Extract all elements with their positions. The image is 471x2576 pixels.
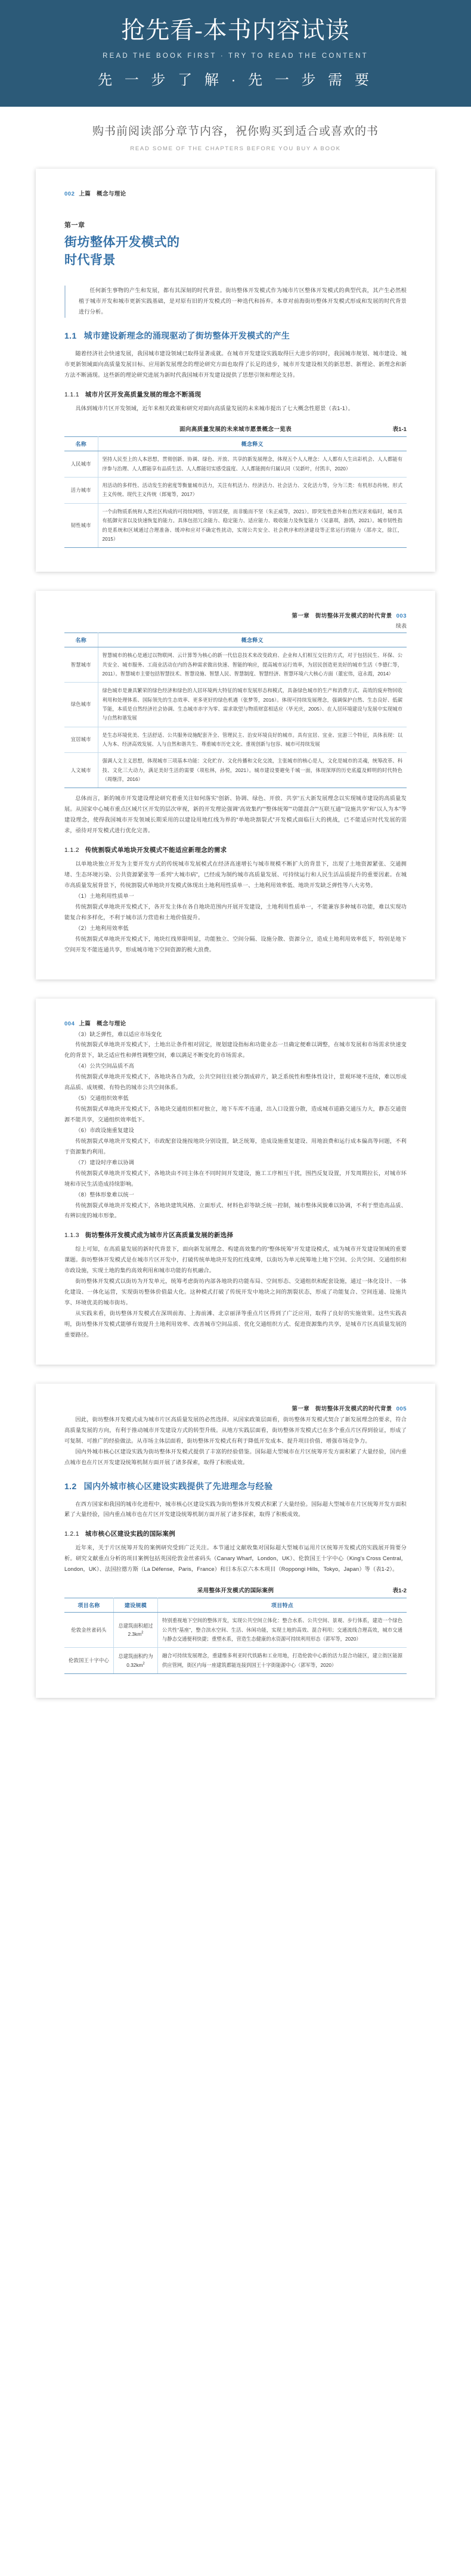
table-row xyxy=(64,503,407,547)
international-cases-table xyxy=(64,1598,407,1674)
page-header xyxy=(64,189,407,197)
table-number: 表1-2 xyxy=(392,1588,407,1595)
chapter-label: 第一章 xyxy=(64,222,85,229)
subsection-title: 城市片区开发高质量发展的理念不断涌现 xyxy=(85,390,202,398)
page-number: 003 xyxy=(396,613,407,620)
table-header-row xyxy=(64,1598,407,1613)
chapter-title: 街坊整体开发模式的 时代背景 xyxy=(64,235,180,268)
table-body xyxy=(64,451,407,548)
list-item-heading: （3）缺乏弹性，难以适应市场变化 xyxy=(75,1031,162,1037)
book-pages xyxy=(0,164,471,1741)
table-row xyxy=(64,683,407,727)
page-header-text: 上篇 概念与理论 xyxy=(79,191,126,197)
chapter-intro-text: 任何新生事物的产生和发展，都有其深刻的时代背景。街坊整体开发模式作为城市片区整体开发模式的典型代表，其产生必然根植于城市开发和城市更新实践基础，是对原有旧的开发模式的一种迭代和扬弃。本章对前海街坊整体开发模式形成和发展的时代背景进行分析。 xyxy=(79,287,407,315)
table-cell-text: 特别重视地下空间的整体开发，实现公共空间立体化：整合水系、公共空间、景观、步行体系，建造一个绿色公共性“基座”，整合滨水空间、生活、休闲功能，实现土地的高效、混合利用；交通流线合理高效，城市交通与静态交通便利快捷；重塑水系，营造生态健康的水资源可持续利用形态（郭军等，2020） xyxy=(157,1613,407,1648)
page-header xyxy=(64,611,407,619)
list-item-heading: （1）土地利用性质单一 xyxy=(75,892,135,899)
section-paragraph: 在西方国家和我国的城市化进程中，城市核心区建设实践为街坊整体开发模式积累了大量经验。国际超大型城市在片区统筹开发方面积累了大量经验，国内重点城市也在片区开发建设统筹机制方面开展了诸多探索，取得了积极成效。 xyxy=(64,1501,407,1518)
table-title: 采用整体开发模式的国际案例 xyxy=(197,1588,274,1595)
subsection-heading xyxy=(64,390,407,399)
subsection-title: 城市核心区建设实践的国际案例 xyxy=(85,1530,176,1538)
subsection-paragraph: 综上可知，在高质量发展的新时代背景下，面向新发展理念、构建高效集约的“整体统筹”开发建设模式，成为城市开发建设领域的重要课题。街坊整体开发模式是在城市片区开发中，打破传统单地块开发的红线束缚，以街坊为单元统筹地上地下空间、公共空间、交通组织和市政设施，实现土地的集约高效利用和城市功能的有机融合。 xyxy=(64,1246,407,1274)
table-cell-name: 人民城市 xyxy=(64,451,98,478)
subsection-paragraph: 从实践来看，街坊整体开发模式在深圳前海、上海前滩、北京丽泽等重点片区得到了广泛应用，取得了良好的实施效果。这些实践表明，街坊整体开发模式能够有效提升土地利用效率、改善城市空间品质、优化交通组织方式、促进资源集约共享，是城市片区高质量发展的重要路径。 xyxy=(64,1310,407,1338)
list-item-heading: （8）整体形象难以统一 xyxy=(75,1191,135,1198)
numbered-item-list xyxy=(64,891,407,956)
concept-table-continued xyxy=(64,633,407,788)
list-item-text: 传统割裂式单地块开发模式下，各地块各自为政，公共空间往往被分割成碎片，缺乏系统性和整体性设计，景观环境不连续，难以形成高品质、成规模、有特色的城市公共空间体系。 xyxy=(64,1074,407,1091)
table-cell-text: 绿色城市是兼具繁荣的绿色经济和绿色的人居环境两大特征的城市发展形态和模式，具备绿色城市的生产和消费方式、高效的废弃物回收利用和处理体系、国际领先的生态效率、更多更好的绿色机遇（张梦等，2016）。体现可持续发展理念，强调保护自然、生态良好、低碳节能，本质是自然经济社会协调、生态城市赤字为零、需求欲望与物质财富相适应（毕光庆，2005）、在人居环境建设与发展中实现城市与自然和谐发展 xyxy=(98,683,407,727)
subsection-heading xyxy=(64,845,407,854)
table-cell-name: 伦敦金丝雀码头 xyxy=(64,1613,113,1648)
table-number: 表1-1 xyxy=(392,426,407,433)
book-page xyxy=(36,169,435,572)
table-col-project: 项目名称 xyxy=(64,1598,113,1613)
table-col-definition: 概念释义 xyxy=(98,633,407,647)
banner-subtitle-cn: 先 一 步 了 解 · 先 一 步 需 要 xyxy=(98,72,373,88)
table-caption xyxy=(64,1586,407,1595)
list-item-heading: （6）市政设施重复建设 xyxy=(75,1127,135,1133)
list-item-heading: （7）建设时序难以协调 xyxy=(75,1159,135,1165)
subsection-paragraph: 街坊整体开发模式以街坊为开发单元，统筹考虑街坊内部各地块的功能布局、空间形态、交通组织和配套设施，通过一体化设计、一体化建设、一体化运营，实现街坊整体价值最大化。这种模式打破了传统开发中地块之间的割裂状态，形成了功能复合、空间连通、设施共享、环境优美的城市街坊。 xyxy=(64,1278,407,1306)
page-header-text: 第一章 街坊整体开发模式的时代背景 xyxy=(292,613,392,620)
subsection-number: 1.1.3 xyxy=(64,1232,79,1239)
subsection-paragraph: 近年来，关于片区统筹开发的案例研究受到广泛关注。本节通过文献收集对国际超大型城市运用片区统筹开发模式的实践展开简要分析。研究文献重点分析的项目案例包括英国伦敦金丝雀码头（Canary Wharf，London，UK）、伦敦国王十字中心（King's Cross Central，London，UK）、法国拉德方斯（La Défense，Paris，France）和日本东京六本木项目（Roppongi Hills，Tokyo，Japan）等（表1-2）。 xyxy=(64,1545,407,1573)
table-header-row xyxy=(64,633,407,647)
table-col-scale: 建设规模 xyxy=(113,1598,157,1613)
chapter-intro-block xyxy=(64,286,407,318)
page-header xyxy=(64,1404,407,1412)
promo-text-en: READ SOME OF THE CHAPTERS BEFORE YOU BUY A BOOK xyxy=(130,145,341,152)
table-cell-name: 宜居城市 xyxy=(64,727,98,753)
table-cell-name: 智慧城市 xyxy=(64,647,98,683)
table-col-name: 名称 xyxy=(64,633,98,647)
page-number: 004 xyxy=(64,1020,75,1027)
book-page xyxy=(36,999,435,1365)
page-number: 005 xyxy=(396,1405,407,1412)
section-heading xyxy=(64,1480,407,1492)
table-row xyxy=(64,727,407,753)
subsection-number: 1.1.2 xyxy=(64,847,79,854)
list-item-text: 传统割裂式单地块开发模式下，土地出让条件相对固定，规划建设指标和功能业态一旦确定便难以调整，在城市发展和市场需求快速变化的背景下，缺乏适应性和弹性调整空间，难以满足不断变化的市场需求。 xyxy=(64,1041,407,1059)
subsection-paragraph: 以单地块独立开发为主要开发方式的传统城市发展模式在经济高速增长与城市规模不断扩大的背景下，出现了土地资源紧张、交通拥堵、生态环境污染、公共资源紧张等一系列“大城市病”，已经成为制约城市高质量发展、可持续运行和人民生活品质提升的重要因素。在城市高质量发展背景下，传统割裂式单地块开发模式体现出土地利用性质单一、土地利用效率低、地块开发缺乏弹性等八大劣势。 xyxy=(64,861,407,888)
table-cell-name: 韧性城市 xyxy=(64,503,98,547)
table-cell-name: 活力城市 xyxy=(64,478,98,504)
promo-text-cn: 购书前阅读部分章节内容，祝你购买到适合或喜欢的书 xyxy=(92,125,379,138)
subsection-paragraph: 具体到城市片区开发领域，近年来相关政策和研究对面向高质量发展的未来城市提出了七大概念性愿景（表1-1）。 xyxy=(75,405,354,411)
list-item-text: 传统割裂式单地块开发模式下，各地块由不同主体在不同时间开发建设，施工工序相互干扰，围挡反复设置，开发周期拉长，对城市环境和市民生活造成持续影响。 xyxy=(64,1170,407,1187)
page-header-text: 第一章 街坊整体开发模式的时代背景 xyxy=(292,1405,392,1412)
table-cell-name: 绿色城市 xyxy=(64,683,98,727)
section-paragraph: 随着经济社会快速发展，我国城市建设领域已取得显著成就。在城市开发建设实践取得巨大进步的同时，我国城市规划、城市建设、城市更新领域面向高质量发展目标、应用新发展理念的理论研究方面也取得了长足的进步，城市开发建设相关的新思想、新理论、新理念和新方法不断涌现。这些新的理论研究进展为新时代我国城市开发建设提供了思想引领和理论支持。 xyxy=(64,350,407,378)
table-cell-text: 一个由物质系统和人类社区构成的可持续网络，牢固灵便，而非脆而不坚（朱正威等，2021）。即突发性意外和自然灾害来临时，城市具有抵御灾害以及快速恢复的能力。具体包括冗余能力、稳定能力、适应能力、吸收能力及恢复能力（吴嘉琪，游鸽，2021）。城市韧性指的是系统和区域通过合理准备、缓冲和应对不确定性扰动，实现公共安全、社会秩序和经济建设等正常运行的能力（邵亦文，徐江，2015） xyxy=(98,503,407,547)
section-number: 1.1 xyxy=(64,330,77,340)
table-body xyxy=(64,1613,407,1674)
numbered-item-list xyxy=(64,1030,407,1222)
list-item-text: 传统割裂式单地块开发模式下，地块红线界限明显，功能独立、空间分隔、设施分散、资源分立，造成土地利用效率低下，特别是地下空间开发不能连通共享，形成城市地下空间资源的极大浪费。 xyxy=(64,935,407,953)
table-continued-label: 续表 xyxy=(395,623,407,630)
list-item-text: 传统割裂式单地块开发模式下，各开发主体在各自地块范围内开展开发建设，土地利用性质单一，不能兼容多种城市功能，难以实现功能复合和多样化，不利于城市活力营造和土地价值提升。 xyxy=(64,903,407,920)
table-header-row xyxy=(64,437,407,451)
table-cell-text: 坚持人民至上的人本思想，贯彻创新、协调、绿色、开放、共享的新发展理念，体现五个人人理念：人人都有人生出彩机会、人人都能有序参与治理、人人都能享有品质生活、人人都能切实感受温度、人人都能拥有归属认同（吴新叶，付凯丰，2020） xyxy=(98,451,407,478)
book-page xyxy=(36,1384,435,1698)
table-cell-text: 强调人文主义思想，体现城市三项基本功能：文化贮存、文化传播和文化交流，主张城市的核心是人，文化是城市的灵魂，统筹改革、科技、文化三大动力，满足美好生活的需要（项松林，孙悦，2021）。城市建设要避免千城一面，体现深厚的历史底蕴及鲜明的时代特色（周继洋，2016） xyxy=(98,753,407,788)
table-row xyxy=(64,753,407,788)
table-row xyxy=(64,451,407,478)
table-cell-name: 人文城市 xyxy=(64,753,98,788)
promo-strip xyxy=(0,107,471,164)
table-cell-text: 是生态环境优美、生活舒适、公共服务设施配套齐全、管理民主、治安环境良好的城市。具有宜居、宜业、宜游三个特征，具体表现：以人为本、经济高效发展、人与自然和谐共生、尊重城市历史文化、重视创新与包容、城市可持续发展 xyxy=(98,727,407,753)
banner-title: 抢先看-本书内容试读 xyxy=(121,17,350,44)
list-item-text: 传统割裂式单地块开发模式下，各地块交通组织相对独立，地下车库不连通，出入口设置分散，造成城市道路交通压力大，静态交通资源不能共享，交通组织效率低下。 xyxy=(64,1106,407,1123)
subsection-number: 1.1.1 xyxy=(64,390,79,398)
subsection-title: 传统割裂式单地块开发模式不能适应新理念的需求 xyxy=(85,847,227,854)
concept-table xyxy=(64,436,407,548)
subsection-title: 街坊整体开发模式成为城市片区高质量发展的新选择 xyxy=(85,1232,234,1239)
list-item-heading: （5）交通组织效率低 xyxy=(75,1095,129,1102)
section-heading xyxy=(64,330,407,342)
table-row xyxy=(64,1648,407,1674)
subsection-heading xyxy=(64,1230,407,1239)
paragraph: 因此，街坊整体开发模式成为城市片区高质量发展的必然选择。从国家政策层面看，街坊整体开发模式契合了新发展理念的要求，符合高质量发展的方向，有利于推动城市开发建设方式的转型升级。从地方实践层面看，街坊整体开发模式已在多个重点片区得到验证，形成了可复制、可推广的经验做法。从市场主体层面看，街坊整体开发模式有利于降低开发成本、提升项目价值、增强市场竞争力。 xyxy=(64,1416,407,1444)
table-cell-name: 伦敦国王十字中心 xyxy=(64,1648,113,1674)
table-col-definition: 概念释义 xyxy=(98,437,407,451)
list-item-text: 传统割裂式单地块开发模式下，市政配套设施按地块分别设置，缺乏统筹，造成设施重复建设、用地浪费和运行成本偏高等问题，不利于资源集约利用。 xyxy=(64,1137,407,1155)
section-title: 城市建设新理念的涌现驱动了街坊整体开发模式的产生 xyxy=(83,330,290,340)
section-number: 1.2 xyxy=(64,1481,77,1491)
table-cell-text: 用活动的多样性、活动发生的密度等衡量城市活力，关注有机活力、经济活力、社会活力、文化活力等，分为三类：有机形态传统、形式主义传统、现代主义传统（郎嵬等，2017） xyxy=(98,478,407,504)
table-cell-scale: 总建筑面积超过$2.3km^2$ xyxy=(113,1613,157,1648)
page-number: 002 xyxy=(64,191,75,197)
page-header-text: 上篇 概念与理论 xyxy=(79,1020,126,1027)
subsection-heading xyxy=(64,1529,407,1538)
subsection-number: 1.2.1 xyxy=(64,1530,79,1538)
table-cell-text: 融合可持续发展理念，重建维多利亚时代铁路和工业用地，打造伦敦中心新的活力混合功能区，建立街区能源供应管网，街区内每一座建筑都能连接到国王十字街能源中心（郭军等，2020） xyxy=(157,1648,407,1674)
table-cell-text: 智慧城市的核心是通过以物联网、云计算等为核心的新一代信息技术来改变政府、企业和人们相互交往的方式，对于包括民生、环保、公共安全、城市服务、工商业活动在内的各种需求做出快速、智能的响应，提高城市运行效率，为居民创造更美好的城市生活（李德仁等，2011）。智慧城市主要包括智慧技术、智慧设施、智慧人民、智慧制度、智慧经济、智慧环境六大核心方面（董宏伟，寇永霞，2014） xyxy=(98,647,407,683)
table-row xyxy=(64,478,407,504)
table-row xyxy=(64,647,407,683)
table-row xyxy=(64,1613,407,1648)
promo-banner xyxy=(0,0,471,107)
table-title: 面向高质量发展的未来城市愿景概念一览表 xyxy=(179,426,292,433)
table-col-name: 名称 xyxy=(64,437,98,451)
list-item-text: 传统割裂式单地块开发模式下，各地块建筑风格、立面形式、材料色彩等缺乏统一控制，城市整体风貌难以协调，不利于塑造高品质、有辨识度的城市形象。 xyxy=(64,1202,407,1219)
table-caption xyxy=(64,424,407,433)
table-body xyxy=(64,647,407,788)
banner-subtitle-en: READ THE BOOK FIRST · TRY TO READ THE CONTENT xyxy=(103,52,368,60)
summary-paragraph: 总体而言，新的城市开发建设理论研究着重关注如何落实“创新、协调、绿色、开放、共享”五大新发展理念以实现城市建设的高质量发展。从国家中心城市重点区域片区开发的层次审视，新的开发理论强调“高效集约”“整体统筹”“功能混合”“互联互通”“设施共享”和“以人为本”等建设理念，使得我国城市开发领域长期采用的以建设用地红线为界的“单地块割裂式”开发模式面临巨大的挑战，已不能适应时代发展的需求，亟待对开发模式进行优化完善。 xyxy=(64,795,407,834)
list-item-heading: （4）公共空间品质不高 xyxy=(75,1063,135,1070)
list-item-heading: （2）土地利用效率低 xyxy=(75,925,129,931)
table-cell-scale: 总建筑面积约为$0.32km^2$ xyxy=(113,1648,157,1674)
page-header xyxy=(64,1019,407,1027)
section-title: 国内外城市核心区建设实践提供了先进理念与经验 xyxy=(83,1481,273,1491)
book-page xyxy=(36,591,435,979)
table-col-features: 项目特点 xyxy=(157,1598,407,1613)
paragraph: 国内外城市核心区建设实践为街坊整体开发模式提供了丰富的经验借鉴。国际超大型城市在片区统筹开发方面积累了大量经验，国内重点城市也在片区开发建设统筹机制方面开展了诸多探索，取得了积极成效。 xyxy=(64,1448,407,1465)
